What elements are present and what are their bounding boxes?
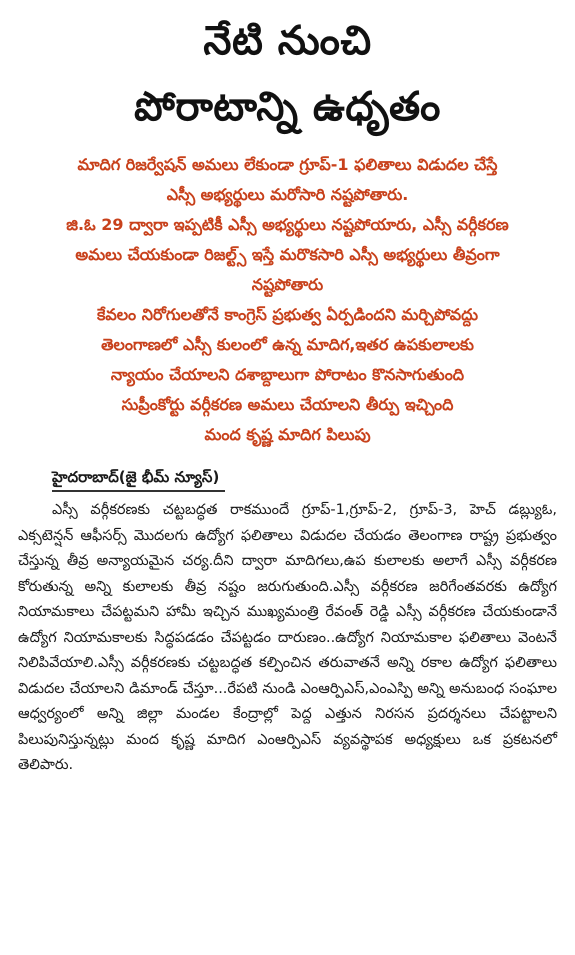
deck: [18, 150, 557, 450]
deck-line: ఎస్సీ అభ్యర్థులు మరోసారి నష్టపోతారు.: [166, 185, 409, 204]
deck-line: కేవలం నిరోగులతోనే కాంగ్రెస్ ప్రభుత్వ ఏర్పడిందని మర్చిపోవద్దు: [96, 305, 479, 324]
deck-line: అమలు చేయకుండా రిజల్ట్స్ ఇస్తే మరొకసారి ఎస్సీ అభ్యర్థులు తీవ్రంగా: [75, 245, 500, 264]
deck-line: తెలంగాణలో ఎస్సీ కులంలో ఉన్న మాదిగ,ఇతర ఉపకులాలకు: [101, 335, 474, 354]
headline: [18, 8, 557, 140]
dateline-wrap: [18, 464, 557, 492]
deck-line: మాదిగ రిజర్వేషన్ అమలు లేకుండా గ్రూప్-1 ఫలితాలు విడుదల చేస్తే: [77, 155, 498, 174]
article-body: ఎస్సీ వర్గీకరణకు చట్టబద్ధత రాకముందే గ్రూప్-1,గ్రూప్-2, గ్రూప్-3, హెచ్ డబ్ల్యుఓ, ఎక్సటెన్షన్ ఆఫీసర్స్ మొదలగు ఉద్యోగ ఫలితాలు విడుదల చేయడం తెలంగాణ రాష్ట్ర ప్రభుత్వం చేస్తున్న తీవ్ర అన్యాయమైన చర్య.దీని ద్వారా మాదిగలు,ఉప కులాలకు అలాగే ఎస్సీ వర్గీకరణ కోరుతున్న అన్ని కులాలకు తీవ్ర నష్టం జరుగుతుంది.ఎస్సీ వర్గీకరణ జరిగేంతవరకు ఉద్యోగ నియామకాలు చేపట్టమని హామీ ఇచ్చిన ముఖ్యమంత్రి రేవంత్ రెడ్డి ఎస్సీ వర్గీకరణ చేయకుండానే ఉద్యోగ నియామకాలకు సిద్ధపడడం చేపట్టడం దారుణం..ఉద్యోగ నియామకాల ఫలితాలు వెంటనే నిలిపివేయాలి.ఎస్సీ వర్గీకరణకు చట్టబద్ధత కల్పించిన తరువాతనే అన్ని రకాల ఉద్యోగ ఫలితాలు విడుదల చేయాలని డిమాండ్ చేస్తూ...రేపటి నుండి ఎంఆర్పిఎస్,ఎంఎస్పి అన్ని అనుబంధ సంఘాల ఆధ్వర్యంలో అన్ని జిల్లా మండల కేంద్రాల్లో పెద్ద ఎత్తున నిరసన ప్రదర్శనలు చేపట్టాలని పిలుపునిస్తున్నట్లు మంద కృష్ణ మాదిగ ఎంఆర్పిఎస్ వ్యవస్థాపక అధ్యక్షులు ఒక ప్రకటనలో తెలిపారు.: [18, 502, 557, 773]
headline-line-2: పోరాటాన్ని ఉధృతం: [134, 84, 441, 130]
deck-line: సుప్రీంకోర్టు వర్గీకరణ అమలు చేయాలని తీర్పు ఇచ్చింది: [121, 395, 454, 414]
deck-line: నష్టపోతారు: [251, 275, 324, 294]
deck-line: జి.ఓ 29 ద్వారా ఇప్పటికీ ఎస్సీ అభ్యర్థులు నష్టపోయారు, ఎస్సీ వర్గీకరణ: [66, 215, 509, 234]
deck-line: మంద కృష్ణ మాదిగ పిలుపు: [204, 425, 371, 444]
dateline: హైదరాబాద్(జై భీమ్ న్యూస్): [52, 464, 225, 492]
headline-line-1: నేటి నుంచి: [203, 18, 372, 64]
deck-line: న్యాయం చేయాలని దశాబ్దాలుగా పోరాటం కొనసాగుతుంది: [110, 365, 465, 384]
